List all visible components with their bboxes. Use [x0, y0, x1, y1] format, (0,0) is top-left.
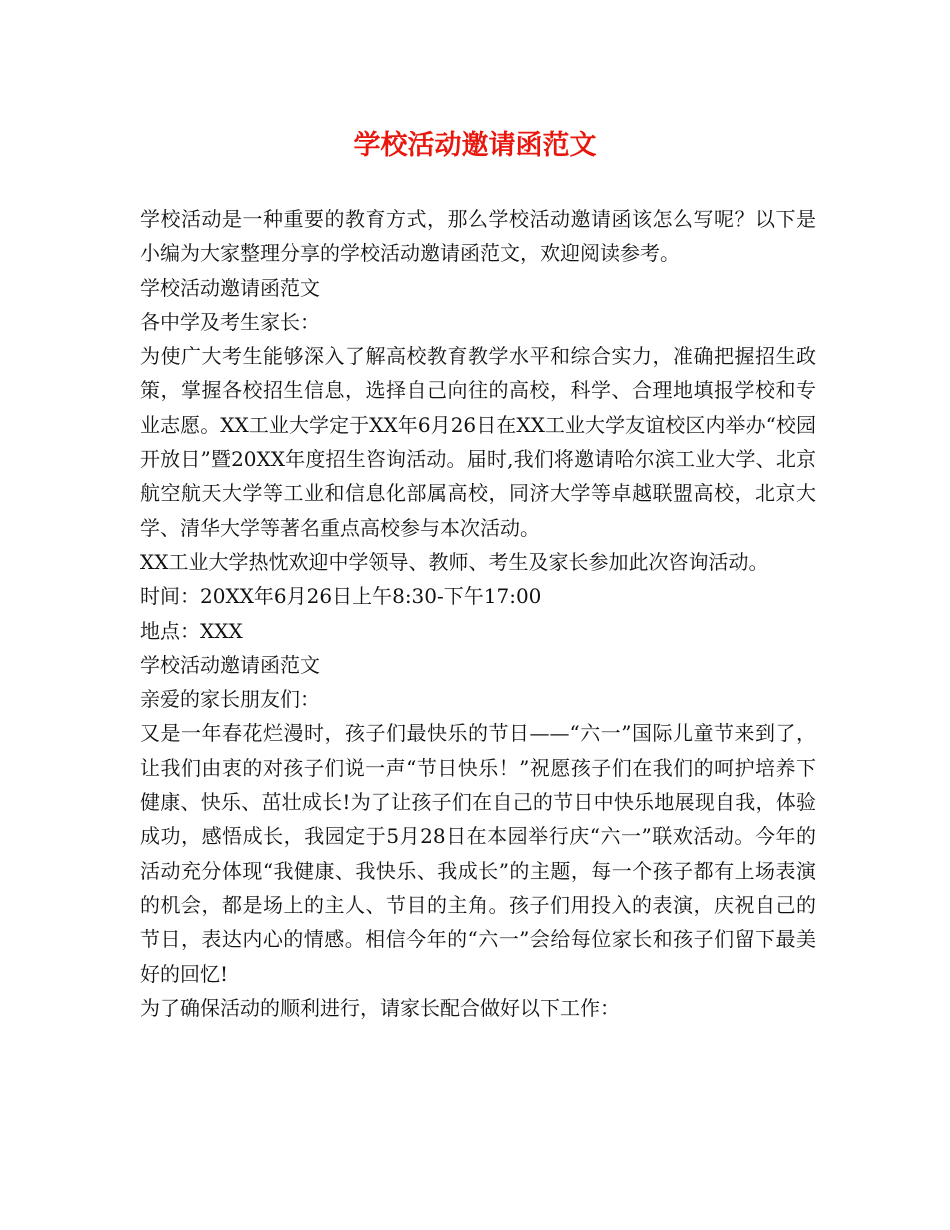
section-heading: 学校活动邀请函范文 [140, 652, 320, 677]
salutation: 各中学及考生家长： [140, 309, 320, 334]
body-paragraph: XX工业大学热忱欢迎中学领导、教师、考生及家长参加此次咨询活动。 [140, 549, 769, 574]
event-time: 时间：20XX年6月26日上午8:30-下午17:00 [140, 584, 542, 609]
body-paragraph: 又是一年春花烂漫时，孩子们最快乐的节日——“六一”国际儿童节来到了，让我们由衷的对孩子们说一声“节日快乐！”祝愿孩子们在我们的呵护培养下健康、快乐、茁壮成长!为了让孩子们在自己的节日中快乐地展现自我，体验成功，感悟成长，我园定于5月28日在本园举行庆“六一”联欢活动。今年的活动充分体现“我健康、我快乐、我成长”的主题，每一个孩子都有上场表演的机会，都是场上的主人、节目的主角。孩子们用投入的表演，庆祝自己的节日，表达内心的情感。相信今年的“六一”会给每位家长和孩子们留下最美好的回忆! [140, 721, 816, 986]
intro-paragraph: 学校活动是一种重要的教育方式，那么学校活动邀请函该怎么写呢？以下是小编为大家整理分享的学校活动邀请函范文，欢迎阅读参考。 [140, 207, 816, 266]
document-title: 学校活动邀请函范文 [353, 130, 597, 161]
event-location: 地点：XXX [140, 618, 243, 643]
salutation: 亲爱的家长朋友们： [140, 687, 320, 712]
body-paragraph: 为了确保活动的顺利进行，请家长配合做好以下工作： [140, 995, 620, 1020]
document-body [140, 202, 816, 1025]
body-paragraph: 为使广大考生能够深入了解高校教育教学水平和综合实力，准确把握招生政策，掌握各校招生信息，选择自己向往的高校，科学、合理地填报学校和专业志愿。XX工业大学定于XX年6月26日在XX工业大学友谊校区内举办“校园开放日”暨20XX年度招生咨询活动。届时,我们将邀请哈尔滨工业大学、北京航空航天大学等工业和信息化部属高校，同济大学等卓越联盟高校，北京大学、清华大学等著名重点高校参与本次活动。 [140, 344, 816, 540]
section-heading: 学校活动邀请函范文 [140, 275, 320, 300]
